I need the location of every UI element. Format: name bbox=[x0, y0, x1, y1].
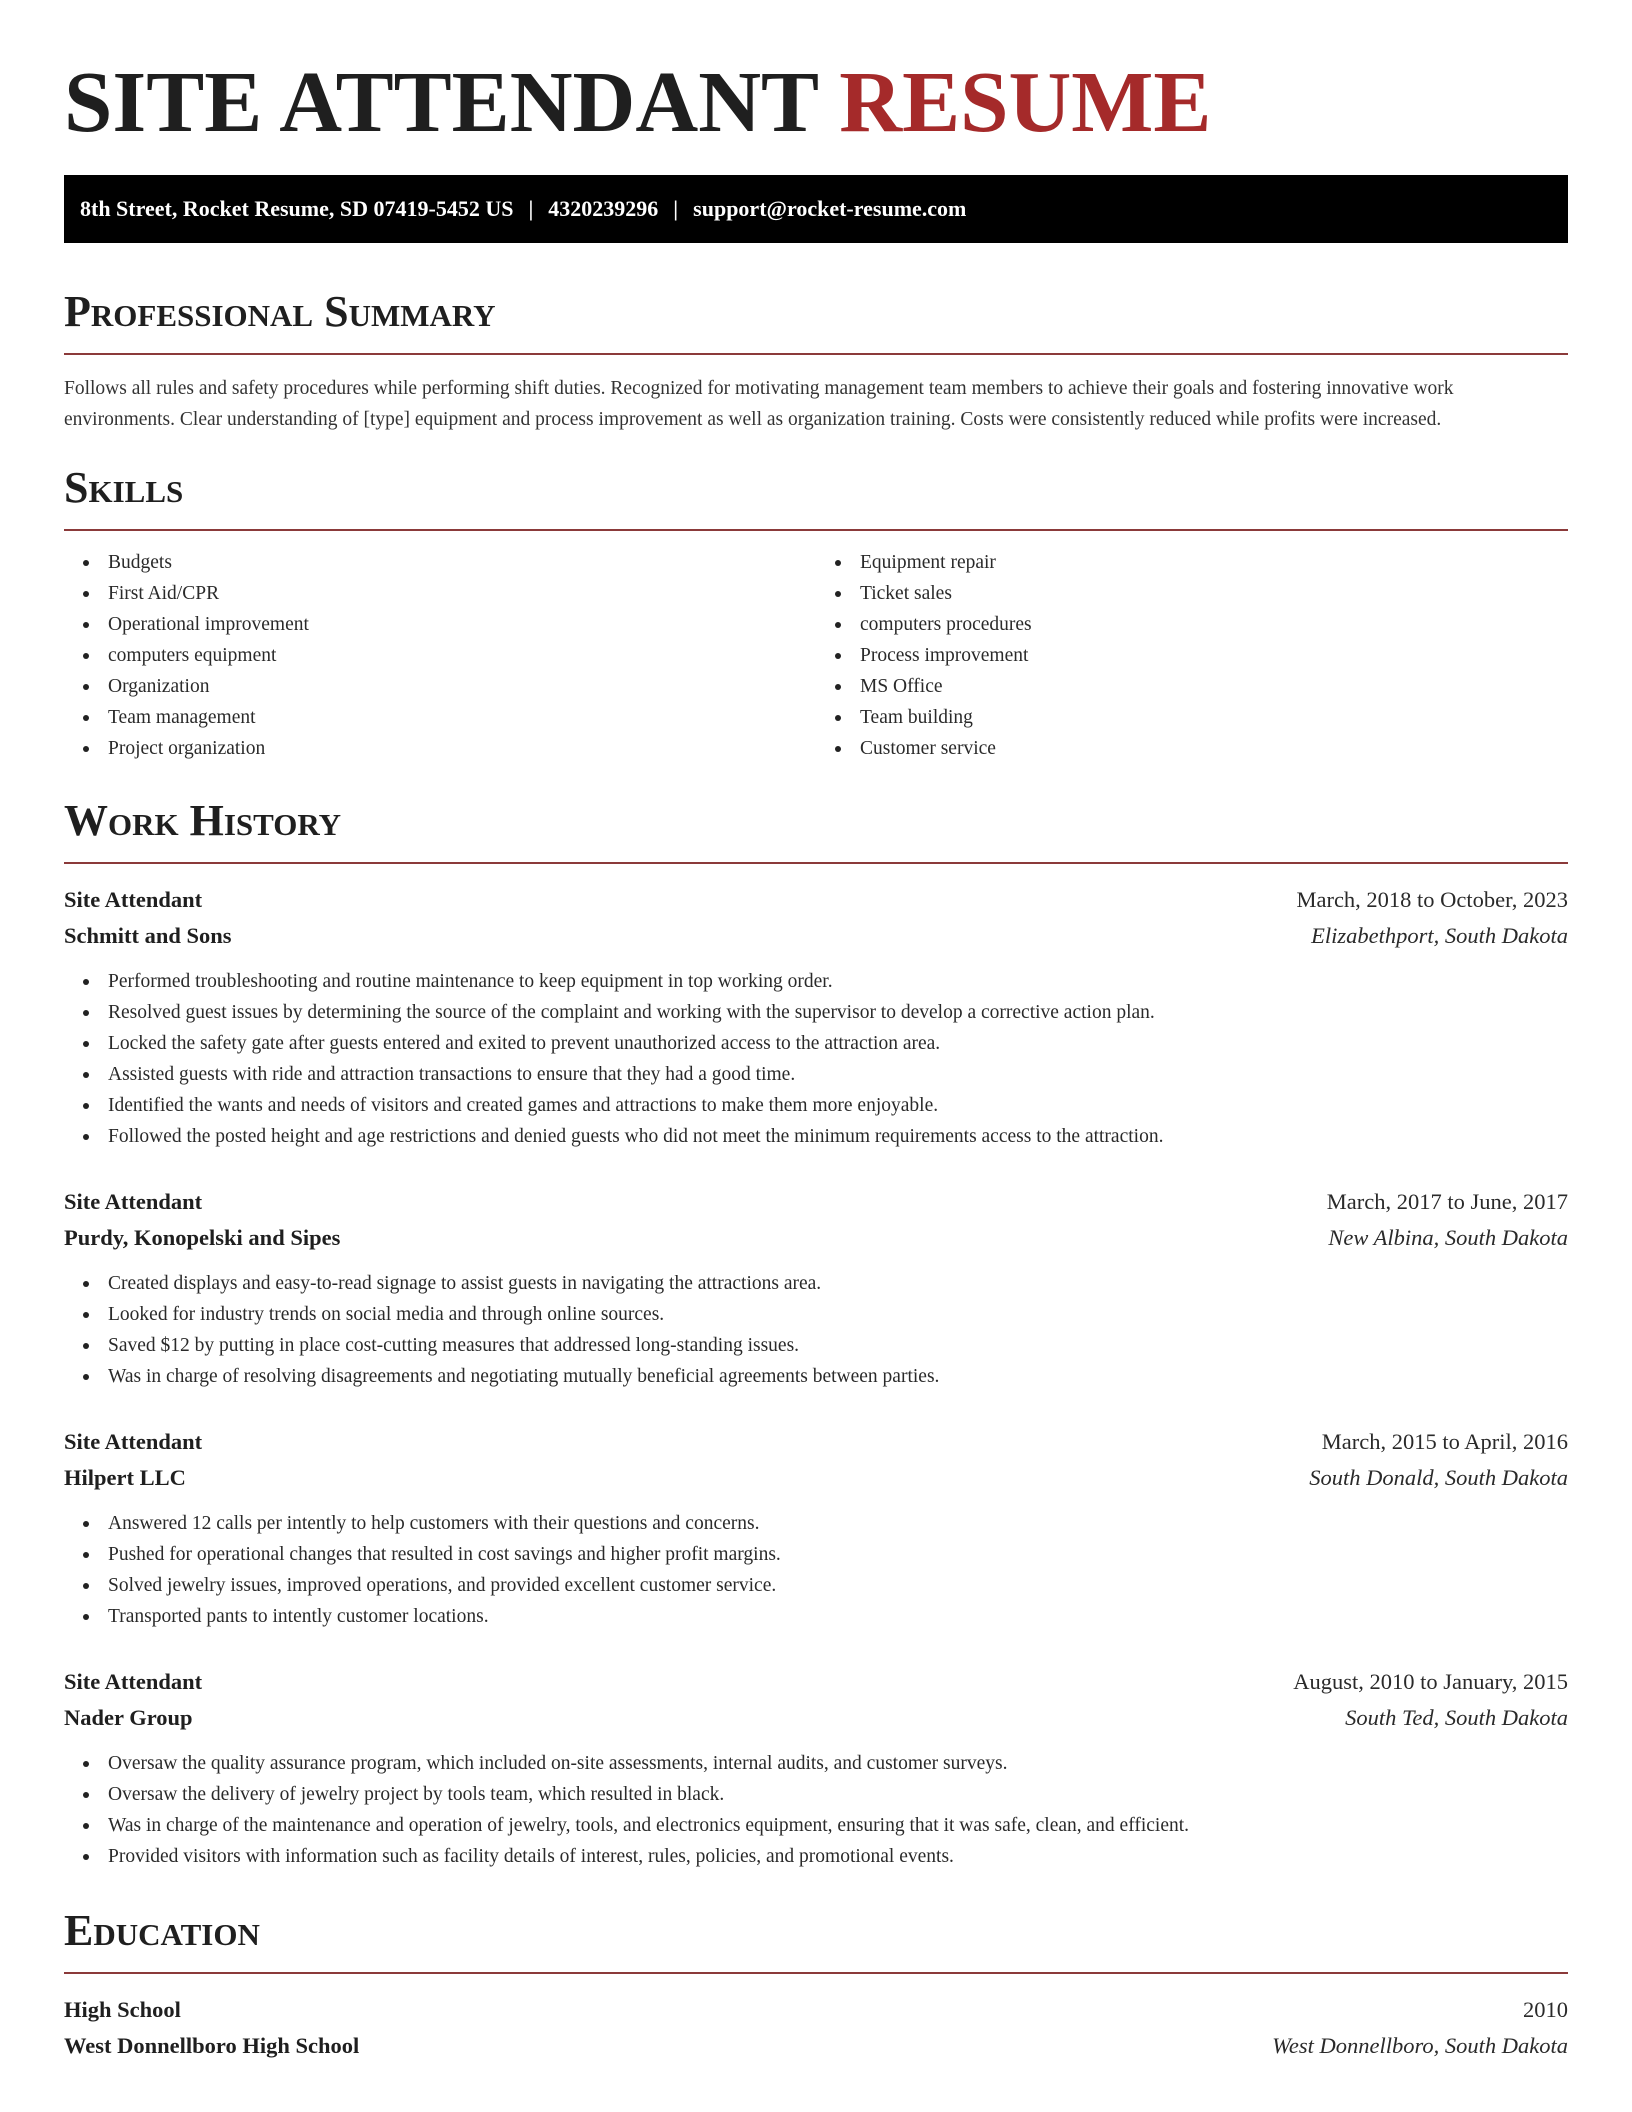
job-company: Hilpert LLC bbox=[64, 1465, 186, 1490]
education-heading: Education bbox=[64, 1906, 1568, 1974]
contact-address: 8th Street, Rocket Resume, SD 07419-5452 US bbox=[80, 196, 514, 221]
title-accent: RESUME bbox=[839, 53, 1212, 150]
job-bullet: Transported pants to intently customer locations. bbox=[108, 1601, 1568, 1632]
job-title: Site Attendant bbox=[64, 1429, 203, 1454]
contact-separator: | bbox=[673, 196, 679, 221]
work-heading: Work History bbox=[64, 796, 1568, 864]
skill-item: Operational improvement bbox=[108, 609, 816, 640]
job-bullets bbox=[64, 1268, 1568, 1392]
title-main: SITE ATTENDANT bbox=[64, 53, 818, 150]
summary-section bbox=[64, 287, 1568, 435]
skill-item: computers equipment bbox=[108, 640, 816, 671]
skill-item: Process improvement bbox=[860, 640, 1568, 671]
skill-item: MS Office bbox=[860, 671, 1568, 702]
job-bullet: Performed troubleshooting and routine maintenance to keep equipment in top working order. bbox=[108, 966, 1568, 997]
job-bullets bbox=[64, 1508, 1568, 1632]
job-row-title bbox=[64, 1184, 1568, 1220]
contact-separator: | bbox=[528, 196, 534, 221]
education-row-1 bbox=[64, 1992, 1568, 2028]
skill-item: Equipment repair bbox=[860, 547, 1568, 578]
work-section bbox=[64, 796, 1568, 1872]
job-bullet: Was in charge of resolving disagreements and negotiating mutually beneficial agreements between parties. bbox=[108, 1361, 1568, 1392]
job-bullet: Assisted guests with ride and attraction transactions to ensure that they had a good time. bbox=[108, 1059, 1568, 1090]
skills-section bbox=[64, 463, 1568, 764]
job-bullet: Saved $12 by putting in place cost-cutting measures that addressed long-standing issues. bbox=[108, 1330, 1568, 1361]
skills-left-column bbox=[64, 547, 816, 764]
skill-item: Budgets bbox=[108, 547, 816, 578]
job-location: New Albina, South Dakota bbox=[1328, 1225, 1568, 1250]
job-bullets bbox=[64, 1748, 1568, 1872]
job-bullet: Identified the wants and needs of visitors and created games and attractions to make them more enjoyable. bbox=[108, 1090, 1568, 1121]
job-list bbox=[64, 882, 1568, 1872]
job-location: South Ted, South Dakota bbox=[1345, 1705, 1568, 1730]
job-bullet: Pushed for operational changes that resulted in cost savings and higher profit margins. bbox=[108, 1539, 1568, 1570]
skills-right-column bbox=[816, 547, 1568, 764]
job-bullet: Looked for industry trends on social media and through online sources. bbox=[108, 1299, 1568, 1330]
education-location: West Donnellboro, South Dakota bbox=[1272, 2033, 1568, 2058]
skill-item: First Aid/CPR bbox=[108, 578, 816, 609]
job-location: Elizabethport, South Dakota bbox=[1311, 923, 1568, 948]
skill-item: computers procedures bbox=[860, 609, 1568, 640]
job-row-company bbox=[64, 1700, 1568, 1736]
skill-item: Team building bbox=[860, 702, 1568, 733]
job-bullet: Solved jewelry issues, improved operations, and provided excellent customer service. bbox=[108, 1570, 1568, 1601]
job-entry bbox=[64, 882, 1568, 1152]
education-school: West Donnellboro High School bbox=[64, 2033, 360, 2058]
skill-item: Project organization bbox=[108, 733, 816, 764]
education-section bbox=[64, 1906, 1568, 2064]
job-row-company bbox=[64, 1220, 1568, 1256]
job-bullet: Oversaw the delivery of jewelry project by tools team, which resulted in black. bbox=[108, 1779, 1568, 1810]
contact-phone: 4320239296 bbox=[548, 196, 659, 221]
skill-item: Customer service bbox=[860, 733, 1568, 764]
job-bullet: Oversaw the quality assurance program, which included on-site assessments, internal audits, and customer surveys. bbox=[108, 1748, 1568, 1779]
job-dates: March, 2018 to October, 2023 bbox=[1296, 887, 1568, 912]
job-bullet: Created displays and easy-to-read signage to assist guests in navigating the attractions area. bbox=[108, 1268, 1568, 1299]
job-bullet: Locked the safety gate after guests entered and exited to prevent unauthorized access to the attraction area. bbox=[108, 1028, 1568, 1059]
job-row-company bbox=[64, 918, 1568, 954]
skills-columns bbox=[64, 547, 1568, 764]
education-entry bbox=[64, 1992, 1568, 2064]
contact-bar bbox=[64, 175, 1568, 243]
education-year: 2010 bbox=[1523, 1997, 1568, 2022]
job-dates: August, 2010 to January, 2015 bbox=[1293, 1669, 1568, 1694]
skill-item: Ticket sales bbox=[860, 578, 1568, 609]
job-row-title bbox=[64, 1424, 1568, 1460]
job-dates: March, 2017 to June, 2017 bbox=[1326, 1189, 1568, 1214]
job-location: South Donald, South Dakota bbox=[1309, 1465, 1568, 1490]
job-row-title bbox=[64, 882, 1568, 918]
job-entry bbox=[64, 1424, 1568, 1632]
job-bullet: Provided visitors with information such as facility details of interest, rules, policies, and promotional events. bbox=[108, 1841, 1568, 1872]
job-title: Site Attendant bbox=[64, 887, 203, 912]
resume-title bbox=[64, 52, 1568, 152]
job-company: Schmitt and Sons bbox=[64, 923, 232, 948]
job-bullet: Resolved guest issues by determining the source of the complaint and working with the supervisor to develop a corrective action plan. bbox=[108, 997, 1568, 1028]
job-company: Nader Group bbox=[64, 1705, 193, 1730]
education-degree: High School bbox=[64, 1997, 181, 2022]
education-row-2 bbox=[64, 2028, 1568, 2064]
skills-heading: Skills bbox=[64, 463, 1568, 531]
job-row-title bbox=[64, 1664, 1568, 1700]
summary-text: Follows all rules and safety procedures while performing shift duties. Recognized for motivating management team members to achieve their goals and fostering innovative work environments. Clear understanding of [type] equipment and process improvement as well as organization training. Costs were consistently reduced while profits were increased. bbox=[64, 378, 1454, 430]
summary-heading: Professional Summary bbox=[64, 287, 1568, 355]
job-title: Site Attendant bbox=[64, 1669, 203, 1694]
job-bullet: Answered 12 calls per intently to help customers with their questions and concerns. bbox=[108, 1508, 1568, 1539]
job-company: Purdy, Konopelski and Sipes bbox=[64, 1225, 341, 1250]
skill-item: Team management bbox=[108, 702, 816, 733]
job-entry bbox=[64, 1184, 1568, 1392]
skill-item: Organization bbox=[108, 671, 816, 702]
contact-email: support@rocket-resume.com bbox=[693, 196, 967, 221]
job-bullet: Followed the posted height and age restrictions and denied guests who did not meet the minimum requirements access to the attraction. bbox=[108, 1121, 1568, 1152]
job-entry bbox=[64, 1664, 1568, 1872]
job-bullet: Was in charge of the maintenance and operation of jewelry, tools, and electronics equipment, ensuring that it was safe, clean, and efficient. bbox=[108, 1810, 1568, 1841]
job-row-company bbox=[64, 1460, 1568, 1496]
job-dates: March, 2015 to April, 2016 bbox=[1321, 1429, 1568, 1454]
job-bullets bbox=[64, 966, 1568, 1152]
job-title: Site Attendant bbox=[64, 1189, 203, 1214]
